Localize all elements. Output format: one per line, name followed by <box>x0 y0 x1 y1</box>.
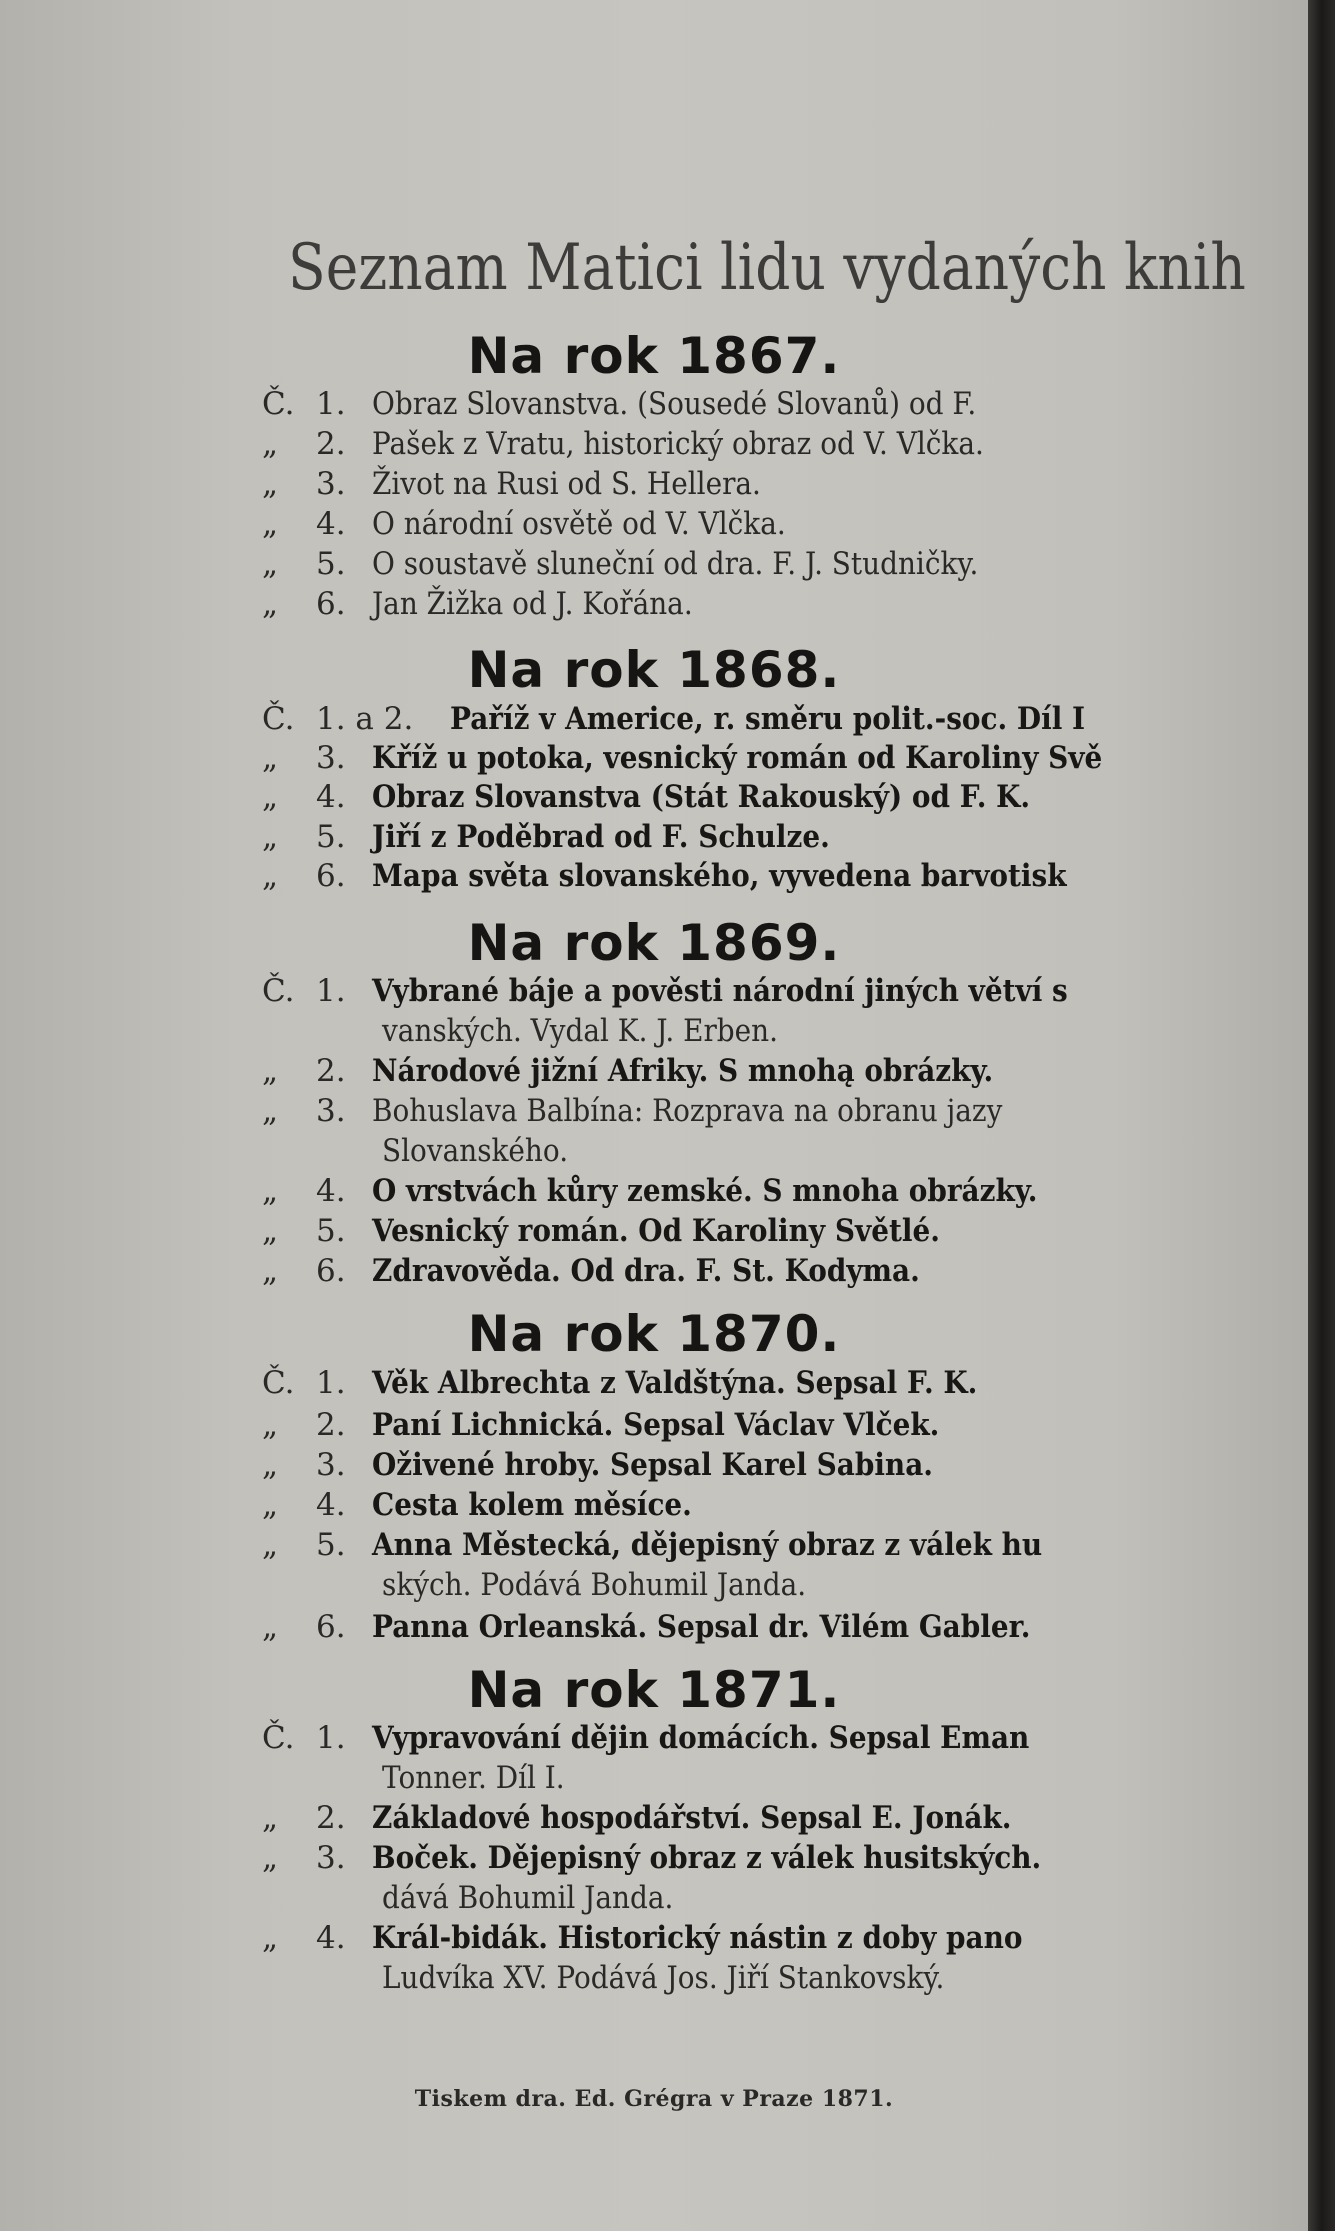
item-marker: „ <box>262 819 279 855</box>
item-marker: „ <box>262 1800 279 1836</box>
item-text-continuation: Slovanského. <box>382 1133 569 1169</box>
list-item <box>0 1798 1308 1838</box>
item-marker: „ <box>262 1487 279 1523</box>
section-year-heading: Na rok 1871. <box>467 1661 841 1719</box>
item-number: 5. <box>316 1213 346 1249</box>
list-item <box>0 1918 1308 1958</box>
item-text: Anna Městecká, dějepisný obraz z válek hu <box>372 1527 1043 1563</box>
item-marker: Č. <box>262 386 295 422</box>
list-item <box>0 971 1308 1011</box>
item-marker: „ <box>262 586 279 622</box>
item-number: 4. <box>316 1487 346 1523</box>
item-text: Život na Rusi od S. Hellera. <box>372 466 761 502</box>
item-text: Cesta kolem měsíce. <box>372 1487 692 1523</box>
item-text: Kříž u potoka, vesnický román od Karoliny Svě <box>372 740 1103 776</box>
item-marker: „ <box>262 466 279 502</box>
item-text: Jan Žižka od J. Kořána. <box>372 586 693 622</box>
item-text: Oživené hroby. Sepsal Karel Sabina. <box>372 1447 934 1483</box>
item-text: Panna Orleanská. Sepsal dr. Vilém Gabler. <box>372 1609 1031 1645</box>
item-number: 1. <box>316 973 346 1009</box>
list-item <box>0 738 1308 778</box>
item-text: Paní Lichnická. Sepsal Václav Vlček. <box>372 1407 940 1443</box>
item-text: Jiří z Poděbrad od F. Schulze. <box>372 819 830 855</box>
list-item <box>0 1607 1308 1647</box>
list-item <box>0 1051 1308 1091</box>
page-title: Seznam Matici lidu vydaných knih <box>288 231 1246 305</box>
item-text: Boček. Dějepisný obraz z válek husitských. <box>372 1840 1042 1876</box>
item-number: 3. <box>316 466 346 502</box>
list-item <box>0 1838 1308 1878</box>
item-number: 4. <box>316 779 346 815</box>
item-marker: „ <box>262 1527 279 1563</box>
list-item <box>0 584 1308 624</box>
item-marker: „ <box>262 1093 279 1129</box>
page-edge <box>1308 0 1335 2231</box>
list-item <box>0 424 1308 464</box>
list-item <box>0 817 1308 857</box>
item-number: 2. <box>316 1800 346 1836</box>
item-marker: „ <box>262 1253 279 1289</box>
item-number: 3. <box>316 1447 346 1483</box>
item-text: Král-bidák. Historický nástin z doby pano <box>372 1920 1023 1956</box>
item-text: Vesnický román. Od Karoliny Světlé. <box>372 1213 940 1249</box>
list-item <box>0 1363 1308 1403</box>
printer-imprint: Tiskem dra. Ed. Grégra v Praze 1871. <box>414 2086 894 2112</box>
item-number: 6. <box>316 1609 346 1645</box>
item-number: 3. <box>316 1093 346 1129</box>
item-number: 2. <box>316 1053 346 1089</box>
item-number: 1. <box>316 386 346 422</box>
list-item <box>0 384 1308 424</box>
item-number: 3. <box>316 1840 346 1876</box>
item-marker: „ <box>262 1920 279 1956</box>
item-number: 5. <box>316 1527 346 1563</box>
list-item <box>0 777 1308 817</box>
item-text-continuation: vanských. Vydal K. J. Erben. <box>382 1013 778 1049</box>
section-year-heading: Na rok 1867. <box>467 327 841 385</box>
item-marker: „ <box>262 740 279 776</box>
list-item <box>0 544 1308 584</box>
item-text: Vypravování dějin domácích. Sepsal Eman <box>372 1720 1030 1756</box>
list-item <box>0 1091 1308 1131</box>
item-text: O soustavě sluneční od dra. F. J. Studničky. <box>372 546 979 582</box>
item-text: Obraz Slovanstva. (Sousedé Slovanů) od F. <box>372 386 977 422</box>
item-marker: „ <box>262 426 279 462</box>
item-number: 1. <box>316 1720 346 1756</box>
section-year-heading: Na rok 1868. <box>467 641 841 699</box>
list-item <box>0 1251 1308 1291</box>
item-text: Mapa světa slovanského, vyvedena barvotisk <box>372 858 1067 894</box>
item-number: 5. <box>316 819 346 855</box>
item-marker: „ <box>262 1840 279 1876</box>
section-year-heading: Na rok 1870. <box>467 1305 841 1363</box>
list-item <box>0 464 1308 504</box>
item-marker: „ <box>262 1053 279 1089</box>
item-text: Paříž v Americe, r. směru polit.-soc. Díl I <box>450 701 1086 737</box>
item-marker: „ <box>262 1213 279 1249</box>
item-text: Národové jižní Afriky. S mnohą obrázky. <box>372 1053 994 1089</box>
item-number: 1. a 2. <box>316 701 414 737</box>
section-year-heading: Na rok 1869. <box>467 914 841 972</box>
item-marker: „ <box>262 1609 279 1645</box>
item-text: Zdravověda. Od dra. F. St. Kodyma. <box>372 1253 920 1289</box>
item-text-continuation: dává Bohumil Janda. <box>382 1880 674 1916</box>
item-text: Věk Albrechta z Valdštýna. Sepsal F. K. <box>372 1365 978 1401</box>
item-number: 5. <box>316 546 346 582</box>
list-item <box>0 1171 1308 1211</box>
item-number: 2. <box>316 426 346 462</box>
item-marker: Č. <box>262 973 295 1009</box>
item-text: O vrstvách kůry zemské. S mnoha obrázky. <box>372 1173 1038 1209</box>
item-marker: „ <box>262 1447 279 1483</box>
item-number: 6. <box>316 858 346 894</box>
item-text-continuation: Ludvíka XV. Podává Jos. Jiří Stankovský. <box>382 1960 945 1996</box>
item-marker: „ <box>262 858 279 894</box>
item-text: Základové hospodářství. Sepsal E. Jonák. <box>372 1800 1012 1836</box>
list-item <box>0 1405 1308 1445</box>
item-number: 6. <box>316 1253 346 1289</box>
list-item <box>0 699 1308 739</box>
item-number: 1. <box>316 1365 346 1401</box>
list-item <box>0 1211 1308 1251</box>
item-marker: „ <box>262 779 279 815</box>
item-text: Bohuslava Balbína: Rozprava na obranu jazy <box>372 1093 1003 1129</box>
item-text: Obraz Slovanstva (Stát Rakouský) od F. K. <box>372 779 1031 815</box>
item-marker: Č. <box>262 1365 295 1401</box>
item-text: Pašek z Vratu, historický obraz od V. Vlčka. <box>372 426 984 462</box>
item-text-continuation: ských. Podává Bohumil Janda. <box>382 1567 807 1603</box>
item-number: 4. <box>316 1173 346 1209</box>
item-marker: „ <box>262 1407 279 1443</box>
item-number: 4. <box>316 1920 346 1956</box>
item-text-continuation: Tonner. Díl I. <box>382 1760 565 1796</box>
list-item <box>0 856 1308 896</box>
item-number: 6. <box>316 586 346 622</box>
item-marker: „ <box>262 546 279 582</box>
list-item <box>0 1718 1308 1758</box>
item-number: 3. <box>316 740 346 776</box>
list-item <box>0 1525 1308 1565</box>
item-number: 4. <box>316 506 346 542</box>
item-marker: „ <box>262 1173 279 1209</box>
item-number: 2. <box>316 1407 346 1443</box>
list-item <box>0 504 1308 544</box>
item-marker: „ <box>262 506 279 542</box>
item-marker: Č. <box>262 701 295 737</box>
list-item <box>0 1485 1308 1525</box>
list-item <box>0 1445 1308 1485</box>
item-marker: Č. <box>262 1720 295 1756</box>
item-text: O národní osvětě od V. Vlčka. <box>372 506 786 542</box>
item-text: Vybrané báje a pověsti národní jiných větví s <box>372 973 1068 1009</box>
